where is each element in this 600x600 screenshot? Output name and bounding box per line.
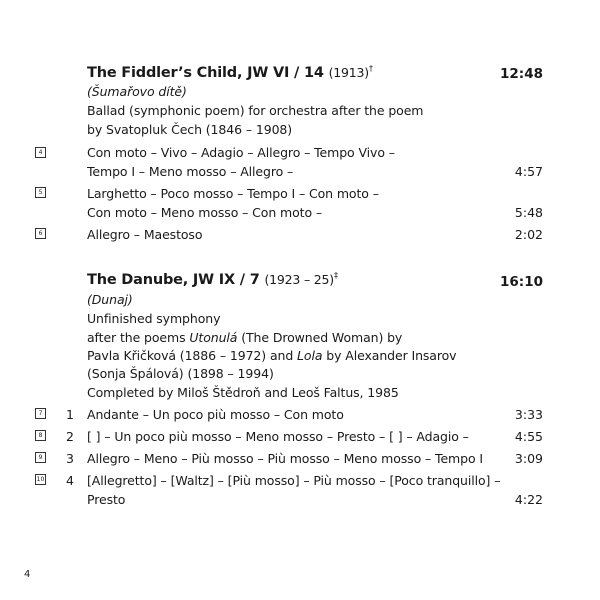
work2-desc-2: after the poems Utonulá (The Drowned Woman) by xyxy=(87,330,403,345)
track-duration: 2:02 xyxy=(514,227,543,242)
track-line: Larghetto – Poco mosso – Tempo I – Con moto – xyxy=(87,186,379,201)
work1-year: (1913) xyxy=(328,64,369,80)
track-line: Con moto – Meno mosso – Con moto – xyxy=(87,205,323,220)
track-line: Presto xyxy=(87,492,126,507)
movement-number: 1 xyxy=(66,407,74,422)
track-duration: 5:48 xyxy=(514,205,543,220)
work1-title-line xyxy=(87,64,373,81)
track-line: Con moto – Vivo – Adagio – Allegro – Tempo Vivo – xyxy=(87,145,395,160)
track-line: Allegro – Maestoso xyxy=(87,227,203,242)
work2-mark: ‡ xyxy=(333,271,338,280)
movement-number: 4 xyxy=(66,473,74,488)
track-duration: 4:22 xyxy=(514,492,543,507)
work1-duration: 12:48 xyxy=(500,66,543,82)
track-duration: 3:09 xyxy=(514,451,543,466)
track-line: [ ] – Un poco più mosso – Meno mosso – Presto – [ ] – Adagio – xyxy=(87,429,469,444)
work1-original-title: (Šumařovo dítě) xyxy=(87,84,187,99)
movement-number: 3 xyxy=(66,451,74,466)
work1-desc-2: by Svatopluk Čech (1846 – 1908) xyxy=(87,122,293,137)
track-box: 6 xyxy=(35,228,46,239)
track-box: 10 xyxy=(36,476,45,483)
work2-year: (1923 – 25) xyxy=(264,271,334,287)
track-line: [Allegretto] – [Waltz] – [Più mosso] – Più mosso – [Poco tranquillo] – xyxy=(87,473,501,488)
work2-desc-4: (Sonja Špálová) (1898 – 1994) xyxy=(87,366,274,381)
movement-number: 2 xyxy=(66,429,74,444)
track-line: Andante – Un poco più mosso – Con moto xyxy=(87,407,344,422)
track-box: 7 xyxy=(35,408,46,419)
track-box: 5 xyxy=(35,187,46,198)
work2-desc-3: Pavla Křičková (1886 – 1972) and Lola by Alexander Insarov xyxy=(87,348,457,363)
track-box: 9 xyxy=(35,452,46,463)
work1-title: The Fiddler’s Child, JW VI / 14 xyxy=(87,64,324,81)
work2-original-title: (Dunaj) xyxy=(87,292,133,307)
work2-desc-1: Unfinished symphony xyxy=(87,311,221,326)
track-box: 8 xyxy=(35,430,46,441)
track-duration: 3:33 xyxy=(514,407,543,422)
track-line: Tempo I – Meno mosso – Allegro – xyxy=(87,164,294,179)
work2-title: The Danube, JW IX / 7 xyxy=(87,271,260,288)
work2-title-line xyxy=(87,271,338,288)
work1-mark: † xyxy=(368,64,373,73)
page-number: 4 xyxy=(24,569,31,580)
work2-desc-5: Completed by Miloš Štědroň and Leoš Faltus, 1985 xyxy=(87,385,399,400)
track-duration: 4:55 xyxy=(514,429,543,444)
work2-duration: 16:10 xyxy=(500,274,543,290)
track-duration: 4:57 xyxy=(514,164,543,179)
track-line: Allegro – Meno – Più mosso – Più mosso – Meno mosso – Tempo I xyxy=(87,451,483,466)
track-box: 4 xyxy=(35,147,46,158)
work1-desc-1: Ballad (symphonic poem) for orchestra after the poem xyxy=(87,103,424,118)
